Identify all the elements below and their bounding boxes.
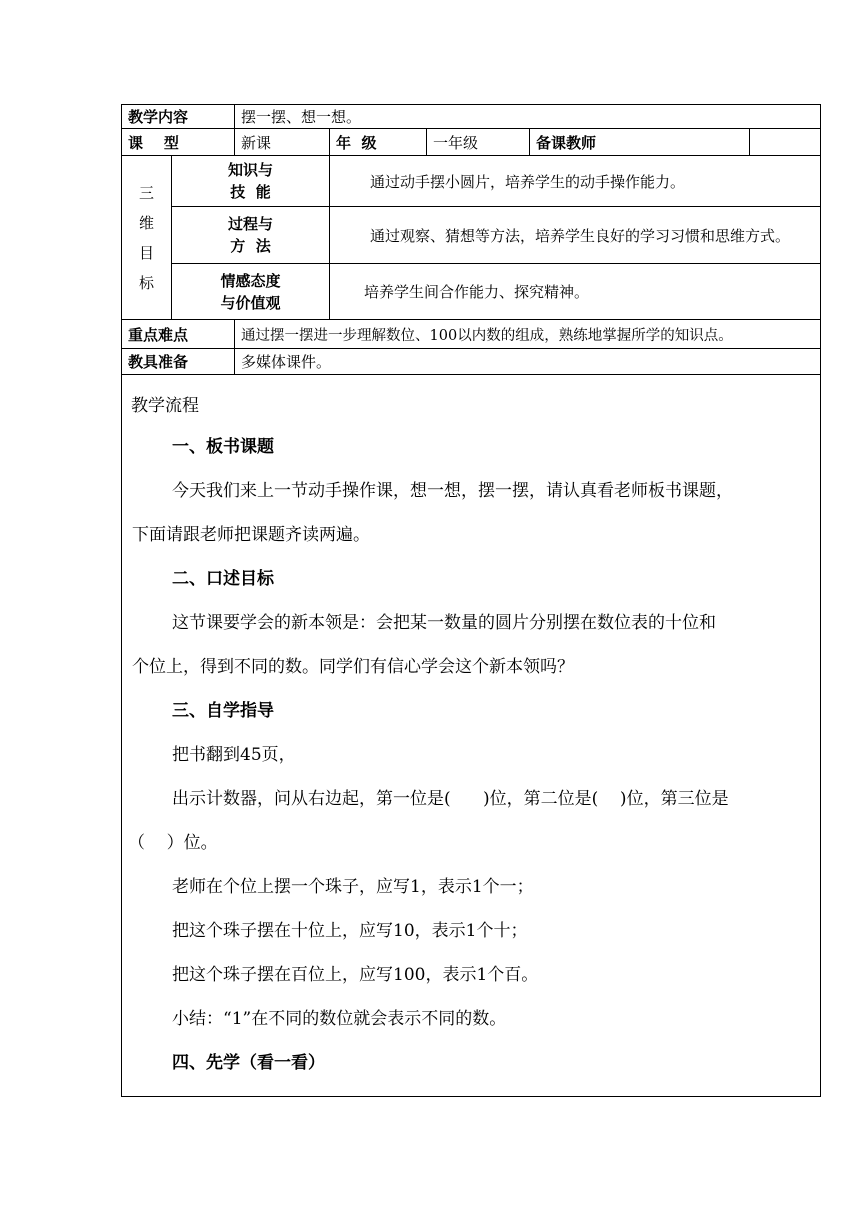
key-points-text: 通过摆一摆进一步理解数位、100以内数的组成，熟练地掌握所学的知识点。 xyxy=(235,320,821,349)
content-label: 教学内容 xyxy=(122,105,235,129)
section-4-title: 四、先学（看一看） xyxy=(172,1053,325,1073)
section-2-title: 二、口述目标 xyxy=(172,569,274,589)
content-value: 摆一摆、想一想。 xyxy=(235,105,821,129)
row-type xyxy=(122,129,821,156)
teacher-value xyxy=(750,129,821,156)
materials-text: 多媒体课件。 xyxy=(235,349,821,375)
section-2-paragraph: 这节课要学会的新本领是：会把某一数量的圆片分别摆在数位表的十位和 个位上，得到不同的数。同学们有信心学会这个新本领吗？ xyxy=(132,613,716,677)
section-3-line-3: （ ）位。 xyxy=(128,833,218,853)
section-3-line-1: 把书翻到45页， xyxy=(172,745,296,765)
grade-label: 年 级 xyxy=(330,129,427,156)
key-points-label: 重点难点 xyxy=(122,320,235,349)
row-teaching-flow xyxy=(122,375,821,1097)
objective-row-1 xyxy=(122,156,821,207)
section-3-line-6: 把这个珠子摆在百位上，应写100，表示1个百。 xyxy=(172,965,539,985)
section-1-paragraph: 今天我们来上一节动手操作课，想一想，摆一摆，请认真看老师板书课题， 下面请跟老师把课题齐读两遍。 xyxy=(132,481,733,545)
knowledge-skill-text: 通过动手摆小圆片，培养学生的动手操作能力。 xyxy=(330,156,821,207)
type-label: 课 型 xyxy=(122,129,235,156)
teacher-label: 备课教师 xyxy=(530,129,750,156)
type-value: 新课 xyxy=(235,129,330,156)
emotion-value-label: 情感态度 与价值观 xyxy=(172,264,330,320)
row-materials xyxy=(122,349,821,375)
objective-row-3 xyxy=(122,264,821,320)
teaching-flow-cell xyxy=(122,375,821,1097)
process-method-text: 通过观察、猜想等方法，培养学生良好的学习习惯和思维方式。 xyxy=(330,207,821,264)
flow-title: 教学流程 xyxy=(131,396,199,416)
process-method-label: 过程与 方 法 xyxy=(172,207,330,264)
row-content xyxy=(122,105,821,129)
section-3-line-7: 小结：“1”在不同的数位就会表示不同的数。 xyxy=(172,1009,507,1029)
objective-row-2 xyxy=(122,207,821,264)
section-1-title: 一、板书课题 xyxy=(172,437,274,457)
knowledge-skill-label: 知识与 技 能 xyxy=(172,156,330,207)
lesson-plan-sheet xyxy=(121,104,820,1104)
section-3-line-4: 老师在个位上摆一个珠子，应写1，表示1个一； xyxy=(172,877,534,897)
section-3-line-2: 出示计数器，问从右边起，第一位是( )位，第二位是( )位，第三位是 xyxy=(172,789,729,809)
materials-label: 教具准备 xyxy=(122,349,235,375)
section-3-title: 三、自学指导 xyxy=(172,701,274,721)
three-dim-goals-label: 三 维 目 标 xyxy=(122,156,172,320)
lesson-plan-table xyxy=(121,104,821,1097)
section-3-line-5: 把这个珠子摆在十位上，应写10，表示1个十； xyxy=(172,921,528,941)
row-key-points xyxy=(122,320,821,349)
emotion-value-text: 培养学生间合作能力、探究精神。 xyxy=(330,264,821,320)
grade-value: 一年级 xyxy=(427,129,530,156)
